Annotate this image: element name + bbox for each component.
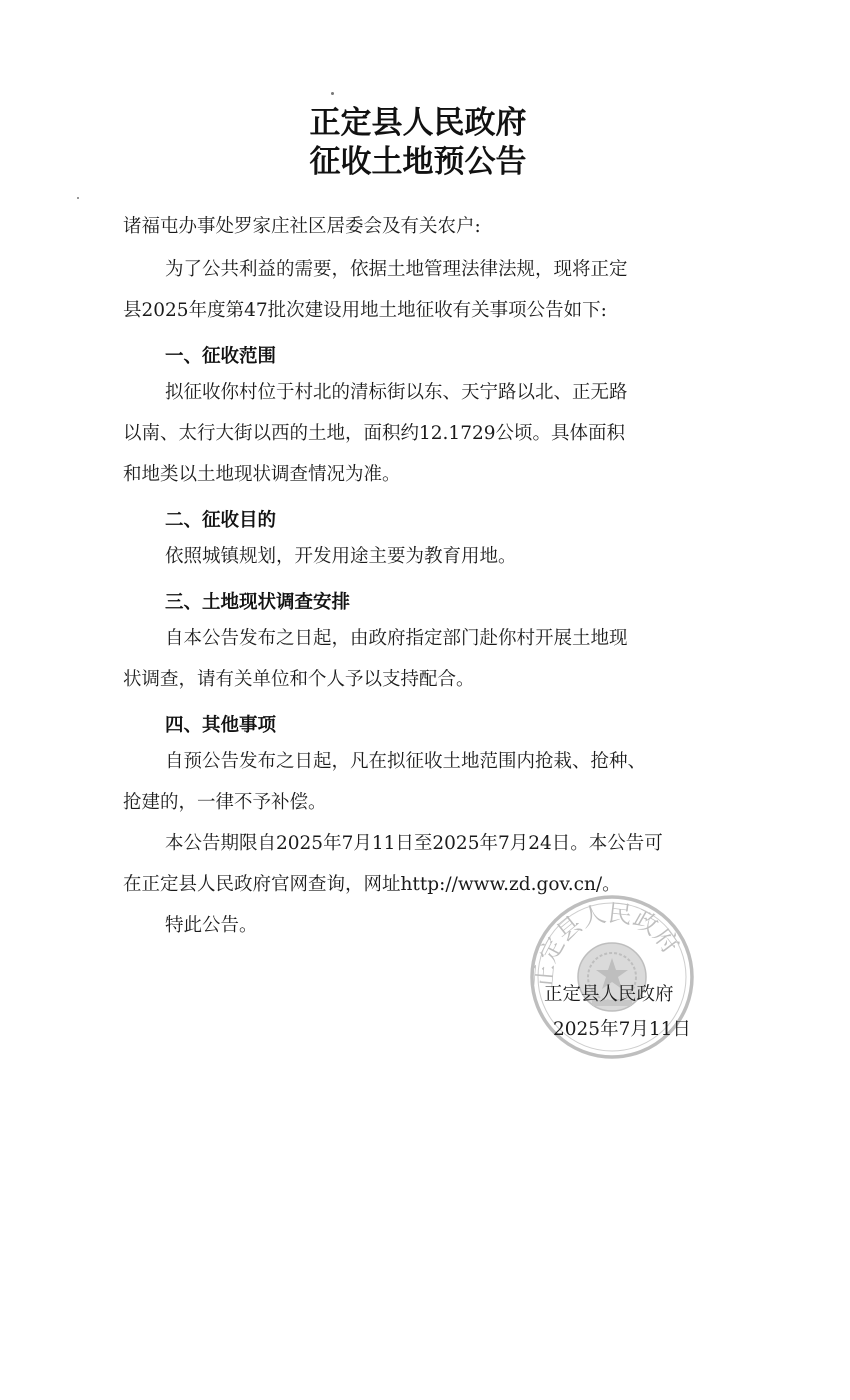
- intro-line: 为了公共利益的需要，依据土地管理法律法规，现将正定: [165, 259, 628, 280]
- section-text: 抢建的，一律不予补偿。: [123, 792, 327, 813]
- section-text: 依照城镇规划，开发用途主要为教育用地。: [165, 546, 517, 567]
- section-text: 拟征收你村位于村北的清标街以东、天宁路以北、正无路: [165, 382, 628, 403]
- scan-speck: [331, 92, 334, 95]
- period-text: 在正定县人民政府官网查询，网址http://www.zd.gov.cn/。: [123, 874, 621, 895]
- section-heading: 三、土地现状调查安排: [165, 592, 351, 613]
- period-text: 本公告期限自2025年7月11日至2025年7月24日。本公告可: [165, 833, 663, 854]
- section-text: 以南、太行大街以西的土地，面积约12.1729公顷。具体面积: [123, 423, 626, 444]
- section-heading: 四、其他事项: [165, 715, 277, 736]
- section-heading: 一、征收范围: [165, 346, 277, 367]
- section-text: 自本公告发布之日起，由政府指定部门赴你村开展土地现: [165, 628, 628, 649]
- signature-org: 正定县人民政府: [544, 984, 674, 1005]
- section-text: 自预公告发布之日起，凡在拟征收土地范围内抢栽、抢种、: [165, 751, 647, 772]
- section-heading: 二、征收目的: [165, 510, 277, 531]
- svg-text:正定县人民政府: 正定县人民政府: [529, 898, 685, 989]
- document-title-line2: 征收土地预公告: [309, 144, 527, 180]
- signature-date: 2025年7月11日: [553, 1019, 691, 1040]
- closing-text: 特此公告。: [165, 915, 258, 936]
- section-text: 和地类以土地现状调查情况为准。: [123, 464, 401, 485]
- salutation: 诸福屯办事处罗家庄社区居委会及有关农户:: [123, 216, 481, 237]
- document-title-line1: 正定县人民政府: [309, 105, 527, 141]
- section-text: 状调查，请有关单位和个人予以支持配合。: [123, 669, 475, 690]
- intro-line: 县2025年度第47批次建设用地土地征收有关事项公告如下:: [123, 300, 607, 321]
- scan-speck: [77, 197, 79, 199]
